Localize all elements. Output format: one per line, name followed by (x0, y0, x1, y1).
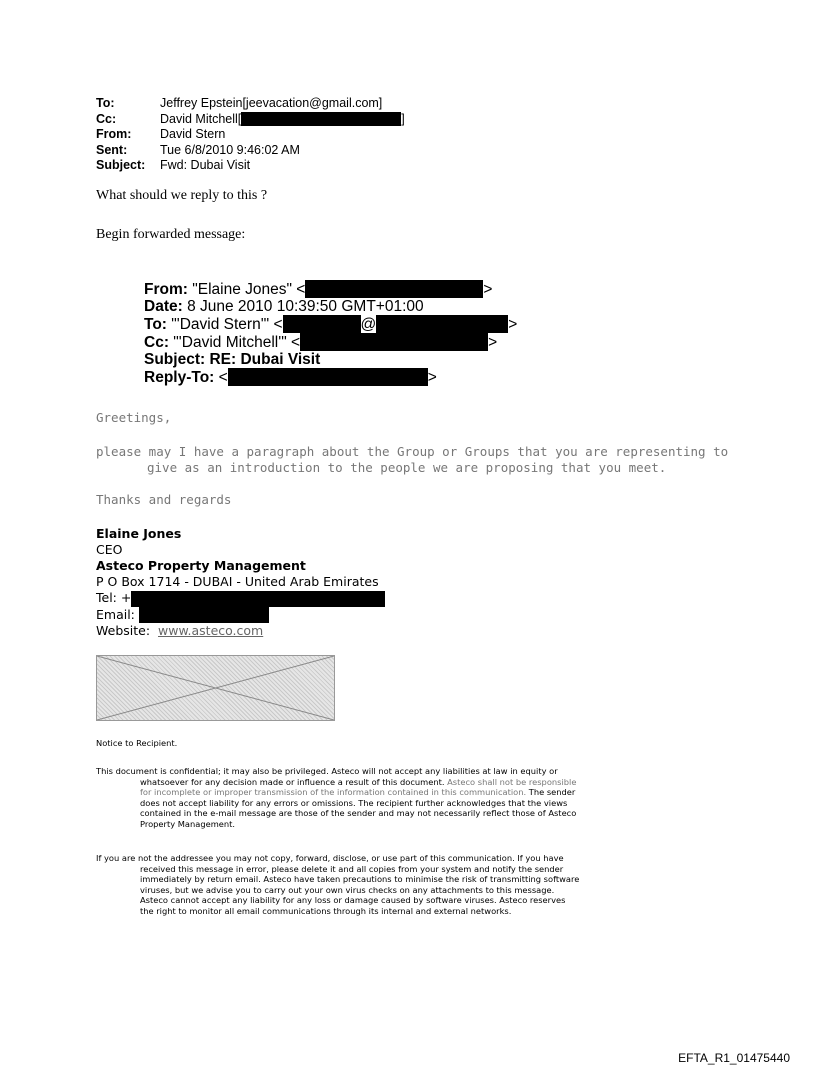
message-paragraph-line-1: please may I have a paragraph about the Group or Groups that you are representing to (96, 444, 729, 459)
header-to-row (96, 96, 405, 112)
signature-title: CEO (96, 542, 123, 557)
fwd-date-label: Date: (144, 298, 183, 315)
website-link[interactable]: www.asteco.com (158, 623, 264, 638)
notice-p2-line-5: Asteco cannot accept any liability for any loss or damage caused by software viruses. Asteco reserves (140, 895, 566, 906)
email-header (96, 96, 405, 174)
notice-paragraph-2 (96, 853, 579, 917)
fwd-gt: > (483, 280, 493, 298)
fwd-cc-row (144, 333, 517, 351)
redaction-box (300, 333, 488, 351)
fwd-date-value: 8 June 2010 10:39:50 GMT+01:00 (187, 298, 424, 315)
fwd-from-row (144, 280, 517, 298)
notice-p2-line-3: immediately by return email. Asteco have taken precautions to minimise the risk of transmitting software (140, 874, 580, 885)
body-line-1: What should we reply to this ? (96, 188, 268, 203)
notice-p1-line-1: This document is confidential; it may also be privileged. Asteco will not accept any liabilities at law in equity or (96, 766, 558, 776)
fwd-at-sign: @ (360, 315, 377, 333)
fwd-replyto-label: Reply-To: (144, 368, 215, 386)
image-placeholder (96, 655, 335, 721)
notice-p1-line-6: Property Management. (140, 818, 236, 829)
signature-email-row (96, 607, 385, 624)
notice-p2-line-6: the right to monitor all email communications through its internal and external networks. (140, 905, 512, 916)
to-value: Jeffrey Epstein[jeevacation@gmail.com] (160, 96, 383, 110)
email-label: Email: (96, 606, 135, 622)
signature-company: Asteco Property Management (96, 558, 306, 573)
subject-value: Fwd: Dubai Visit (160, 158, 251, 173)
notice-p1-line-5: contained in the e-mail message are those of the sender and may not necessarily reflect those of Asteco (140, 808, 577, 819)
sent-value: Tue 6/8/2010 9:46:02 AM (160, 142, 300, 157)
notice-p1-line-3-grey: for incomplete or improper transmission of the information contained in this communication. (140, 787, 527, 798)
redaction-box (131, 591, 385, 607)
signature-tel-row (96, 590, 385, 607)
from-value: David Stern (160, 127, 226, 142)
notice-p2-line-1: If you are not the addressee you may not copy, forward, disclose, or use part of this communication. If you have (96, 853, 564, 863)
notice-p2-line-2: received this message in error, please delete it and all copies from your system and notify the sender (140, 863, 564, 874)
redaction-box (283, 315, 361, 333)
signature (96, 526, 385, 639)
message-paragraph-line-2: give as an introduction to the people we are proposing that you meet. (147, 460, 667, 475)
tel-label: Tel: + (96, 590, 132, 605)
website-label: Website: (96, 623, 151, 638)
fwd-to-label: To: (144, 315, 167, 333)
header-from-row (96, 127, 405, 143)
redaction-box (228, 368, 428, 386)
cc-close: ] (401, 111, 405, 126)
redaction-box (376, 315, 508, 333)
notice-p1-line-2 (96, 777, 576, 788)
header-sent-row (96, 143, 405, 159)
body-line-2: Begin forwarded message: (96, 227, 246, 242)
notice-p1-line-3 (96, 787, 576, 798)
fwd-to-value: "'David Stern'" < (171, 315, 283, 333)
fwd-subject-row (144, 351, 517, 368)
notice-p2-line-4: viruses, but we advise you to carry out your own virus checks on any attachments to this message. (140, 884, 555, 895)
subject-label: Subject: (96, 158, 146, 173)
notice-title: Notice to Recipient. (96, 738, 178, 748)
signature-address: P O Box 1714 - DUBAI - United Arab Emirates (96, 574, 379, 589)
forwarded-header (144, 280, 517, 386)
redaction-box (139, 607, 269, 623)
fwd-subject-label: Subject: RE: Dubai Visit (144, 351, 321, 368)
header-subject-row (96, 158, 405, 174)
fwd-date-row (144, 298, 517, 315)
fwd-replyto-row (144, 368, 517, 386)
signature-name: Elaine Jones (96, 526, 182, 541)
cc-label: Cc: (96, 111, 117, 126)
fwd-gt: > (508, 315, 518, 333)
signature-website-row (96, 623, 385, 639)
fwd-cc-label: Cc: (144, 333, 169, 351)
header-cc-row (96, 112, 405, 128)
fwd-gt: > (427, 368, 437, 386)
notice-paragraph-1 (96, 766, 576, 830)
notice-p1-line-2-grey: Asteco shall not be responsible (444, 776, 577, 787)
fwd-from-value: "Elaine Jones" < (192, 280, 306, 298)
notice-p1-line-4: does not accept liability for any errors or omissions. The recipient further acknowledges that the views (140, 797, 568, 808)
document-id: EFTA_R1_01475440 (678, 1051, 790, 1065)
fwd-to-row (144, 315, 517, 333)
notice-p1-line-2-black: whatsoever for any decision made or influence a result of this document. (140, 776, 445, 787)
sent-label: Sent: (96, 142, 128, 157)
redaction-box (241, 112, 401, 126)
cc-value: David Mitchell[ (160, 111, 242, 126)
from-label: From: (96, 127, 132, 142)
fwd-gt: > (488, 333, 498, 351)
broken-image-icon (97, 656, 334, 720)
message-closing: Thanks and regards (96, 492, 232, 507)
message-greeting: Greetings, (96, 410, 172, 425)
redaction-box (305, 280, 483, 298)
fwd-replyto-value: < (218, 368, 228, 386)
notice-p1-line-3-black: The sender (526, 787, 576, 798)
fwd-cc-value: "'David Mitchell'" < (173, 333, 301, 351)
to-label: To: (96, 96, 115, 110)
fwd-from-label: From: (144, 280, 188, 298)
